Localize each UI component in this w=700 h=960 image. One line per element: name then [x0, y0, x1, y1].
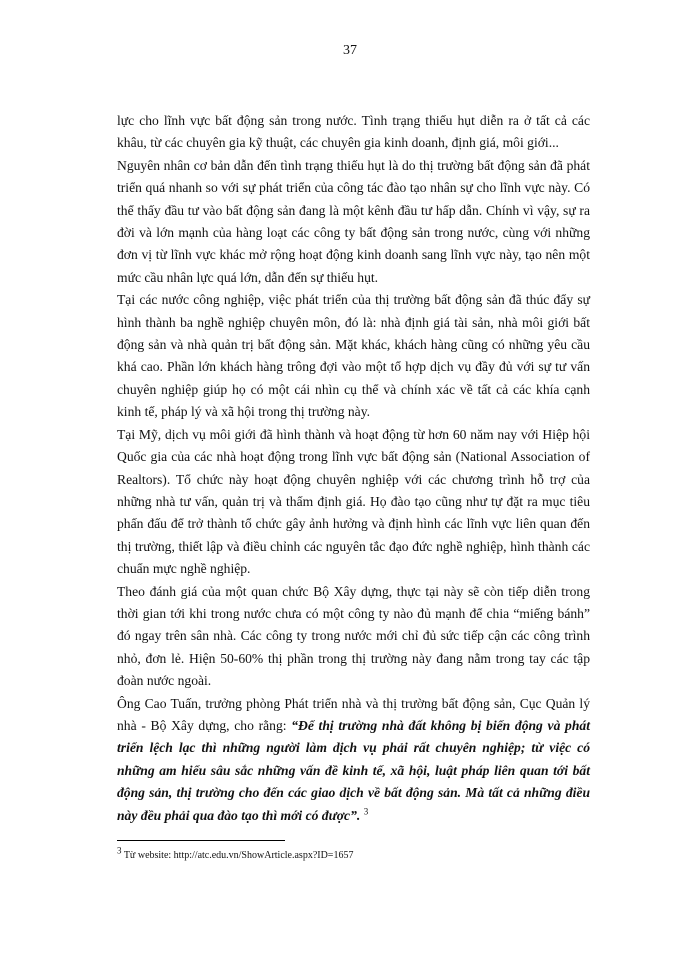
footnote-text: Từ website: http://atc.edu.vn/ShowArticle.aspx?ID=1657: [121, 850, 354, 861]
paragraph: Tại các nước công nghiệp, việc phát triển của thị trường bất động sản đã thúc đẩy sự hình thành ba nghề nghiệp chuyên môn, đó là: nhà định giá tài sản, nhà môi giới bất động sản và nhà quản trị bất động sản. Mặt khác, khách hàng cũng có những yêu cầu khá cao. Phần lớn khách hàng trông đợi vào một tổ hợp dịch vụ đầy đủ với sự tư vấn chuyên nghiệp giúp họ có một cái nhìn cụ thể và chính xác về tất cả các khía cạnh kinh tế, pháp lý và xã hội trong thị trường này.: [117, 292, 590, 420]
paragraph: Theo đánh giá của một quan chức Bộ Xây dựng, thực tại này sẽ còn tiếp diễn trong thời gian tới khi trong nước chưa có một công ty nào đủ mạnh để chia “miếng bánh” đó ngay trên sân nhà. Các công ty trong nước mới chỉ đủ sức tiếp cận các công trình nhỏ, đơn lẻ. Hiện 50-60% thị phần trong thị trường này đang nằm trong tay các tập đoàn nước ngoài.: [117, 583, 590, 689]
footnote-reference: 3: [363, 806, 369, 817]
quote-intro: Ông Cao Tuấn, trưởng phòng Phát triển nhà và thị trường bất động sản, Cục Quản lý nhà - Bộ Xây dựng, cho rằng:: [117, 695, 590, 733]
quotation: “Để thị trường nhà đất không bị biến động và phát triển lệch lạc thì những người làm dịch vụ phải rất chuyên nghiệp; từ việc có những am hiểu sâu sắc những vấn đề kinh tế, xã hội, luật pháp liên quan tới bất động sản, thị trường cho đến các giao dịch về bất động sản. Mà tất cả những điều này đều phải qua đào tạo thì mới có được”.: [117, 717, 590, 823]
footnote: [117, 845, 590, 863]
body-text: [117, 110, 590, 827]
page-number: 37: [343, 43, 357, 58]
quote-paragraph: [117, 693, 590, 827]
footnote-divider: [117, 840, 285, 841]
paragraph: lực cho lĩnh vực bất động sản trong nước. Tình trạng thiếu hụt diễn ra ở tất cả các khâu, từ các chuyên gia kỹ thuật, các chuyên gia kinh doanh, định giá, môi giới...: [117, 113, 590, 151]
paragraph: Tại Mỹ, dịch vụ môi giới đã hình thành và hoạt động từ hơn 60 năm nay với Hiệp hội Quốc gia của các nhà hoạt động trong lĩnh vực bất động sản (National Association of Realtors). Tổ chức này hoạt động chuyên nghiệp với các chương trình hỗ trợ của những nhà tư vấn, quản trị và thẩm định giá. Họ đào tạo cũng như tự đặt ra mục tiêu phấn đấu để trở thành tổ chức gây ảnh hưởng và định hình các lĩnh vực liên quan đến thị trường, thiết lập và điều chỉnh các nguyên tắc đạo đức nghề nghiệp, hình thành các chuẩn mực nghề nghiệp.: [117, 426, 590, 577]
paragraph: Nguyên nhân cơ bản dẫn đến tình trạng thiếu hụt là do thị trường bất động sản đã phát triển quá nhanh so với sự phát triển của công tác đào tạo nhân sự cho lĩnh vực này. Có thể thấy đầu tư vào bất động sản đang là một kênh đầu tư hấp dẫn. Chính vì vậy, sự ra đời và lớn mạnh của hàng loạt các công ty bất động sản trong nước, cùng với những đơn vị từ lĩnh vực khác mở rộng hoạt động kinh doanh sang lĩnh vực này, tạo nên một mức cầu nhân lực quá lớn, dẫn đến sự thiếu hụt.: [117, 157, 590, 285]
footnote-marker: 3: [117, 845, 122, 856]
